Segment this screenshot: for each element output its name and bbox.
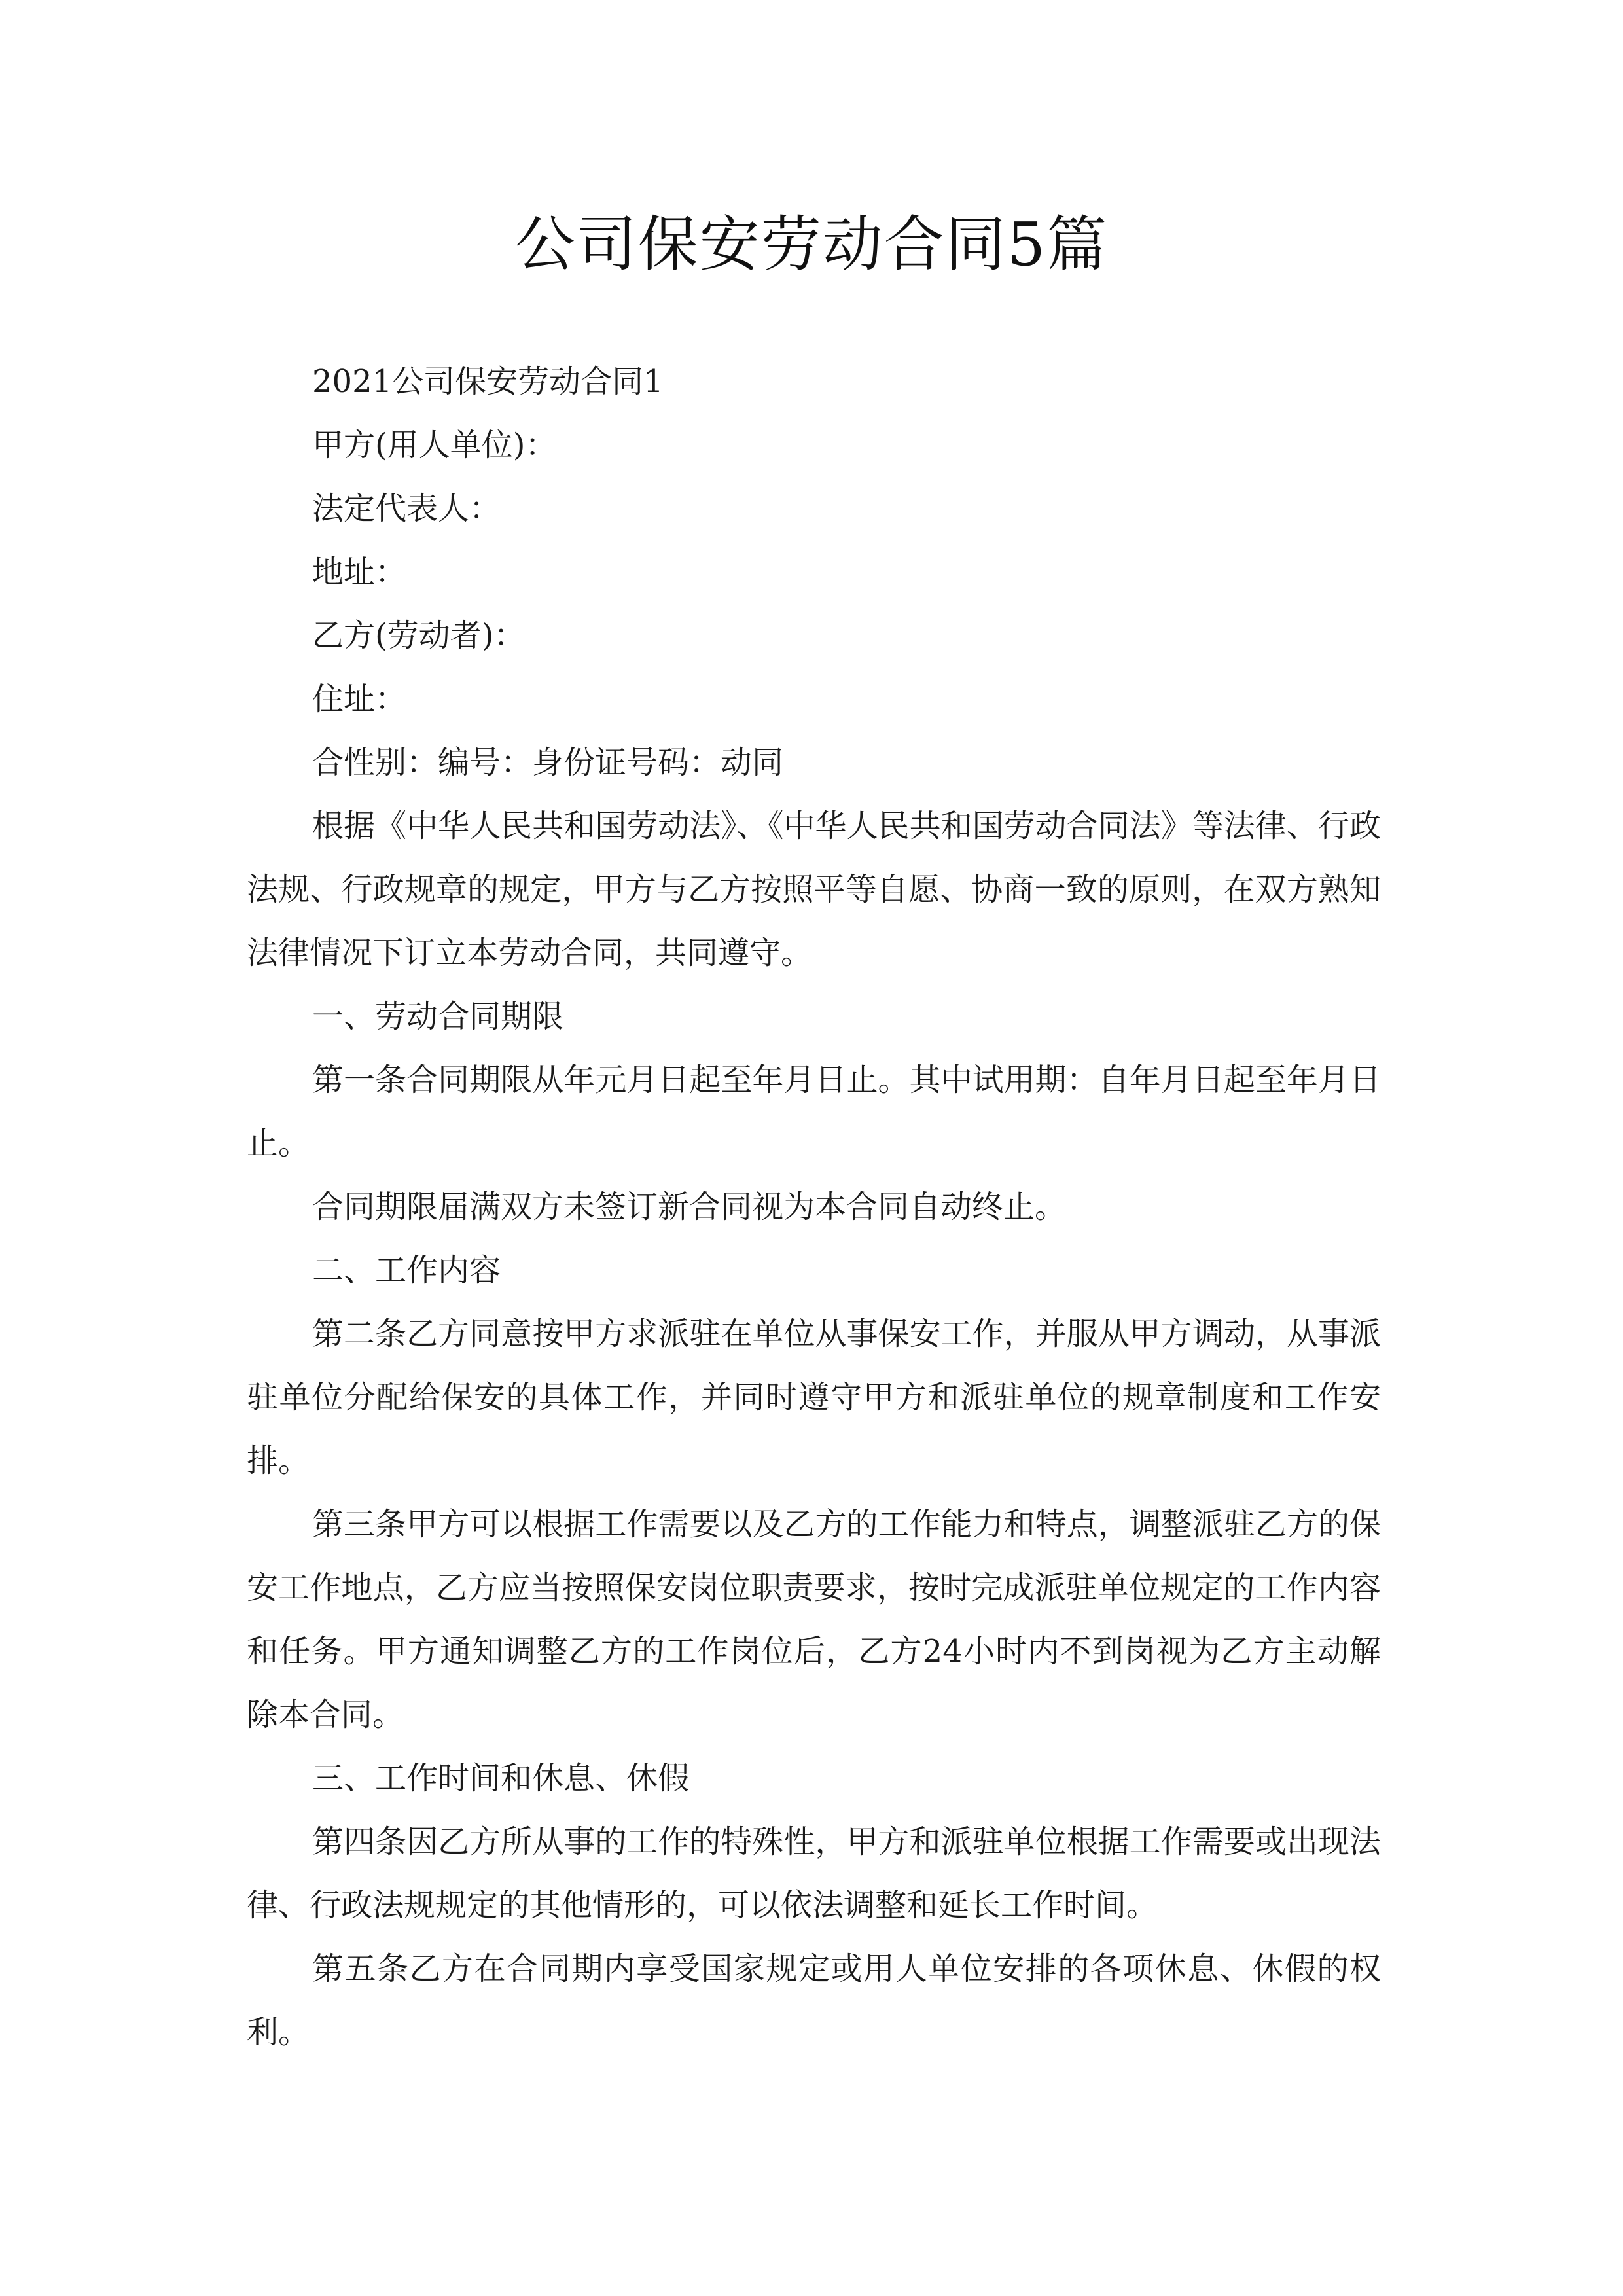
section-heading: 三、工作时间和休息、休假 <box>312 1760 690 1797</box>
paragraph: 住址： <box>312 681 407 717</box>
paragraph: 合性别：编号：身份证号码：动同 <box>312 744 784 781</box>
paragraph: 合同期限届满双方未签订新合同视为本合同自动终止。 <box>312 1189 1067 1225</box>
paragraph: 第四条因乙方所从事的工作的特殊性，甲方和派驻单位根据工作需要或出现法律、行政法规规定的其他情形的，可以依法调整和延长工作时间。 <box>247 1823 1381 1924</box>
paragraph: 乙方(劳动者)： <box>312 617 526 654</box>
section-heading: 二、工作内容 <box>312 1252 501 1289</box>
document-title: 公司保安劳动合同5篇 <box>514 209 1109 279</box>
paragraph: 第五条乙方在合同期内享受国家规定或用人单位安排的各项休息、休假的权利。 <box>247 1950 1381 2051</box>
paragraph: 第二条乙方同意按甲方求派驻在单位从事保安工作，并服从甲方调动，从事派驻单位分配给保安的具体工作，并同时遵守甲方和派驻单位的规章制度和工作安排。 <box>247 1316 1381 1479</box>
paragraph: 根据《中华人民共和国劳动法》、《中华人民共和国劳动合同法》等法律、行政法规、行政规章的规定，甲方与乙方按照平等自愿、协商一致的原则，在双方熟知法律情况下订立本劳动合同，共同遵守。 <box>247 808 1381 971</box>
document-body <box>247 350 1381 2064</box>
paragraph: 2021公司保安劳动合同1 <box>312 363 664 400</box>
paragraph: 第三条甲方可以根据工作需要以及乙方的工作能力和特点，调整派驻乙方的保安工作地点，乙方应当按照保安岗位职责要求，按时完成派驻单位规定的工作内容和任务。甲方通知调整乙方的工作岗位后，乙方24小时内不到岗视为乙方主动解除本合同。 <box>247 1506 1381 1733</box>
paragraph: 甲方(用人单位)： <box>312 427 557 463</box>
section-heading: 一、劳动合同期限 <box>312 998 564 1035</box>
paragraph: 第一条合同期限从年元月日起至年月日止。其中试用期：自年月日起至年月日止。 <box>247 1062 1381 1162</box>
paragraph: 法定代表人： <box>312 490 501 527</box>
paragraph: 地址： <box>312 554 407 590</box>
